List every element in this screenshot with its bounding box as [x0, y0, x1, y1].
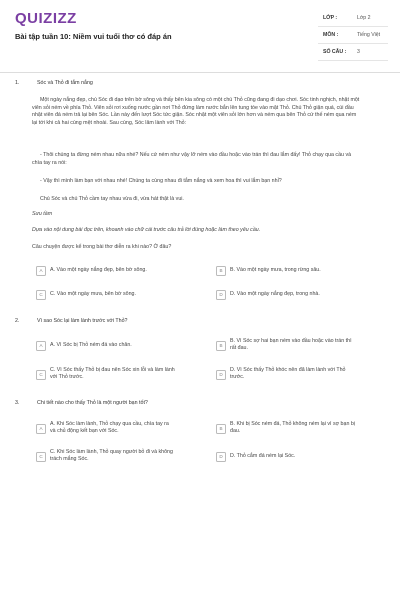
worksheet-header: [0, 0, 400, 73]
answer-option-c[interactable]: [36, 366, 186, 384]
option-letter-box: D: [216, 290, 226, 300]
option-letter-box: A: [36, 341, 46, 351]
question-text: Chi tiết nào cho thấy Thỏ là một người bạn tốt?: [37, 400, 148, 406]
quizizz-logo: QUIZIZZ: [15, 10, 77, 27]
answer-option-a[interactable]: [36, 420, 186, 438]
option-letter-box: A: [36, 424, 46, 434]
answer-option-d[interactable]: [216, 366, 366, 384]
answer-option-d[interactable]: [216, 452, 366, 466]
answer-option-c[interactable]: [36, 448, 186, 466]
passage-paragraph-1: Một ngày nắng đẹp, chú Sóc đi dạo trên bờ sông và thấy bên kia sông có một chú Thỏ cũng đang đi dạo chơi. Sóc tinh nghịch, nhặt một viên sỏi ném về phía Thỏ. Viên sỏi rơi xuống nước gần nơi Thỏ đứng làm nước bắn lên tung tóe vào mặt Thỏ. Chú Thỏ giận quá, cúi đầu nhặt viên đá ném trả lại bên Sóc. Lần này đến lượt Sóc tức giận. Sóc nhặt một viên sỏi lớn hơn và ném qua bên Thỏ cứ thế ném qua ném lại tới khi cả hai cùng mệt nhoài. Sau cùng, Sóc lâm lành với Thỏ:: [32, 97, 360, 126]
option-letter-box: D: [216, 370, 226, 380]
option-text: B. Vào một ngày mưa, trong rừng sâu.: [230, 266, 321, 273]
option-letter-box: B: [216, 341, 226, 351]
question-text: Vì sao Sóc lại làm lành trước với Thỏ?: [37, 318, 128, 324]
passage-paragraph-2: - Thôi chúng ta đừng ném nhau nữa nhé? Nếu cứ ném như vậy lỡ ném vào đầu hoặc vào trán thì đau lắm đấy! Thỏ chạy qua cầu và chìa tay ra nói:: [32, 152, 352, 166]
question-number: 2.: [15, 318, 20, 324]
meta-row-grade: [318, 10, 388, 27]
answer-option-a[interactable]: [36, 266, 186, 280]
passage-paragraph-3: - Vậy thì mình làm bạn với nhau nhé! Chúng ta cùng nhau đi tắm nắng và xem hoa thì vui lắm bạn nhỉ?: [40, 178, 282, 184]
answer-option-b[interactable]: [216, 266, 366, 280]
option-text: D. Vì Sóc thấy Thỏ khóc nên đã làm lành với Thỏ trước.: [230, 366, 346, 380]
meta-label: LỚP :: [323, 15, 338, 21]
question-2-heading: [15, 318, 385, 326]
question-number: 1.: [15, 80, 20, 86]
question-1-heading: [15, 80, 385, 88]
option-text: C. Khi Sóc làm lành, Thỏ quay người bỏ đi và không trách mắng Sóc.: [50, 448, 173, 462]
option-text: C. Vào một ngày mưa, bên bờ sông.: [50, 290, 136, 297]
option-letter-box: D: [216, 452, 226, 462]
sub-question-text: Câu chuyện được kể trong bài thơ diễn ra khi nào? Ở đâu?: [32, 244, 172, 250]
meta-row-count: [318, 44, 388, 61]
question-text: Sóc và Thỏ đi tắm nắng: [37, 80, 93, 86]
passage-source: Sưu tầm: [32, 211, 53, 217]
question-3-heading: [15, 400, 385, 408]
option-text: A. Vào một ngày nắng đẹp, bên bờ sông.: [50, 266, 147, 273]
option-text: A. Vì Sóc bị Thỏ ném đá vào chân.: [50, 341, 132, 348]
meta-value: Tiếng Việt: [357, 32, 381, 38]
option-text: D. Vào một ngày nắng đẹp, trong nhà.: [230, 290, 320, 297]
page-title: Bài tập tuần 10: Niềm vui tuổi thơ có đáp án: [15, 32, 172, 41]
meta-label: MÔN :: [323, 32, 339, 38]
option-text: B. Khi bị Sóc ném đá, Thỏ không ném lại vì sợ bạn bị đau.: [230, 420, 355, 434]
option-letter-box: B: [216, 424, 226, 434]
meta-value: Lớp 2: [357, 15, 371, 21]
meta-row-subject: [318, 27, 388, 44]
answer-option-b[interactable]: [216, 337, 366, 355]
option-text: C. Vì Sóc thấy Thỏ bị đau nên Sóc xin lỗi và làm lành với Thỏ trước.: [50, 366, 175, 380]
passage-paragraph-4: Chú Sóc và chú Thỏ cầm tay nhau vừa đi, vừa hát thật là vui.: [40, 196, 184, 202]
instruction-text: Dựa vào nội dung bài đọc trên, khoanh vào chữ cái trước câu trả lời đúng hoặc làm theo yêu cầu.: [32, 227, 261, 233]
meta-table: [318, 10, 388, 61]
option-letter-box: C: [36, 452, 46, 462]
answer-option-b[interactable]: [216, 420, 366, 438]
option-text: A. Khi Sóc làm lành, Thỏ chạy qua cầu, chìa tay ra và chủ động kết bạn với Sóc.: [50, 420, 169, 434]
option-text: B. Vì Sóc sợ hai bạn ném vào đầu hoặc vào trán thì rất đau.: [230, 337, 352, 351]
option-text: D. Thỏ cắm đá ném lại Sóc.: [230, 452, 296, 459]
option-letter-box: A: [36, 266, 46, 276]
answer-option-a[interactable]: [36, 341, 186, 355]
option-letter-box: C: [36, 370, 46, 380]
meta-label: SỐ CÂU :: [323, 49, 347, 55]
question-number: 3.: [15, 400, 20, 406]
option-letter-box: C: [36, 290, 46, 300]
meta-value: 3: [357, 49, 360, 55]
answer-option-c[interactable]: [36, 290, 186, 304]
answer-option-d[interactable]: [216, 290, 366, 304]
option-letter-box: B: [216, 266, 226, 276]
